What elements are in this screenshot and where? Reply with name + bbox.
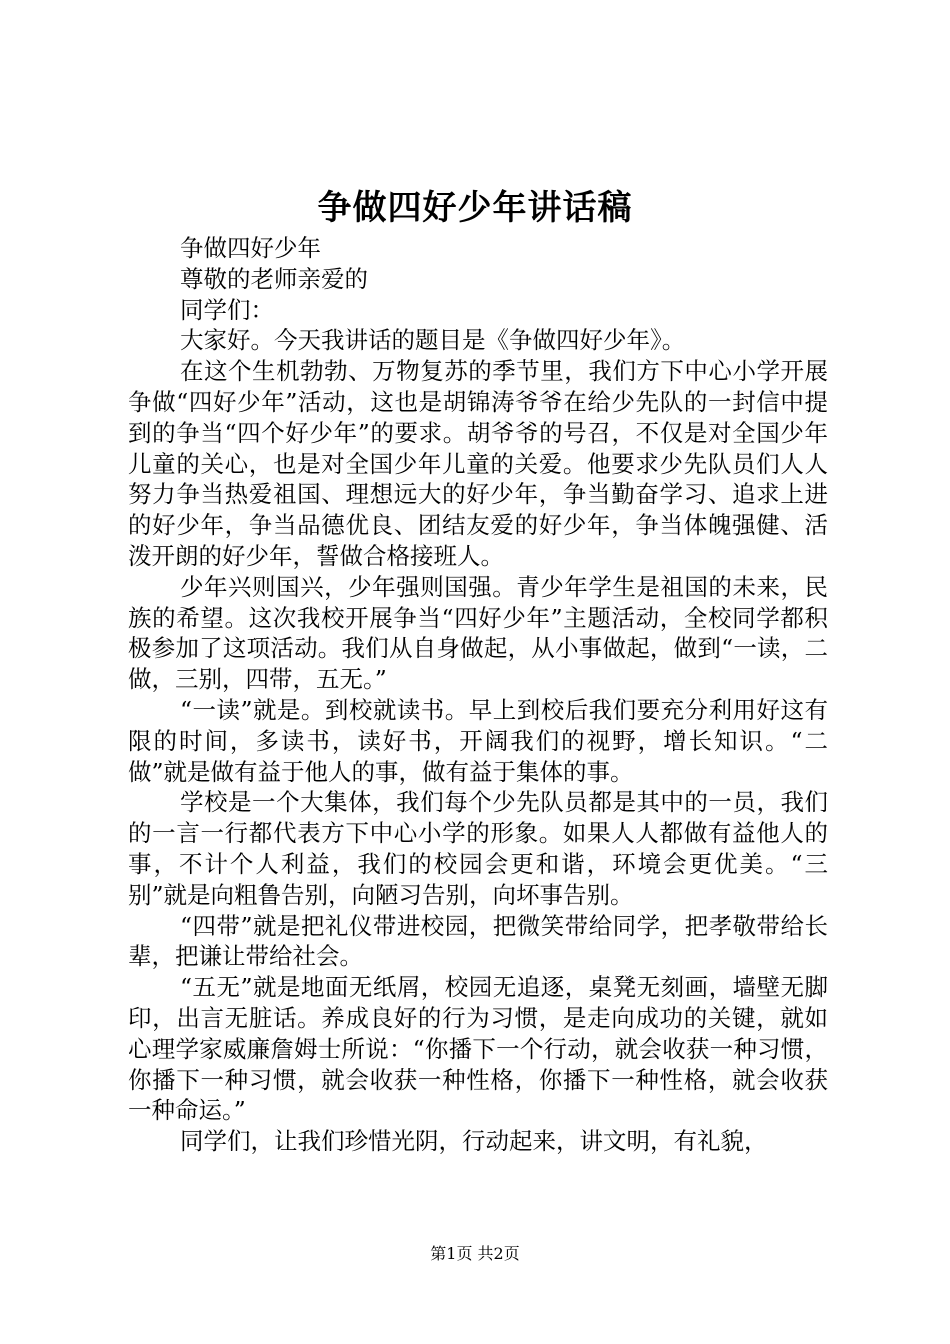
paragraph: “四带”就是把礼仪带进校园，把微笑带给同学，把孝敬带给长辈，把谦让带给社会。 (128, 911, 828, 971)
document-body (128, 233, 828, 1157)
paragraph-greeting: 大家好。今天我讲话的题目是《争做四好少年》。 (180, 326, 686, 355)
page-number-footer: 第1页 共2页 (430, 1244, 520, 1263)
paragraph-salutation: 尊敬的老师亲爱的 (180, 264, 368, 293)
paragraph: 学校是一个大集体，我们每个少先队员都是其中的一员，我们的一言一行都代表方下中心小学的形象。如果人人都做有益他人的事，不计个人利益，我们的校园会更和谐，环境会更优美。“三别”就是向粗鲁告别，向陋习告别，向坏事告别。 (128, 788, 828, 909)
paragraph: 少年兴则国兴，少年强则国强。青少年学生是祖国的未来，民族的希望。这次我校开展争当“四好少年”主题活动，全校同学都积极参加了这项活动。我们从自身做起，从小事做起，做到“一读，二做，三别，四带，五无。” (128, 572, 828, 694)
paragraph: 同学们，让我们珍惜光阴，行动起来，讲文明，有礼貌， (180, 1127, 768, 1156)
paragraph: “五无”就是地面无纸屑，校园无追逐，桌凳无刻画，墙壁无脚印，出言无脏话。养成良好的行为习惯，是走向成功的关键，就如心理学家威廉詹姆士所说：“你播下一个行动，就会收获一种习惯，你播下一种习惯，就会收获一种性格，你播下一种性格，就会收获一种命运。” (128, 973, 828, 1125)
paragraph: 在这个生机勃勃、万物复苏的季节里，我们方下中心小学开展争做“四好少年”活动，这也是胡锦涛爷爷在给少先队的一封信中提到的争当“四个好少年”的要求。胡爷爷的号召，不仅是对全国少年儿童的关心，也是对全国少年儿童的关爱。他要求少先队员们人人努力争当热爱祖国、理想远大的好少年，争当勤奋学习、追求上进的好少年，争当品德优良、团结友爱的好少年，争当体魄强健、活泼开朗的好少年，誓做合格接班人。 (128, 357, 828, 570)
paragraph-heading: 争做四好少年 (180, 234, 321, 262)
paragraph: “一读”就是。到校就读书。早上到校后我们要充分利用好这有限的时间，多读书，读好书，开阔我们的视野，增长知识。“二做”就是做有益于他人的事，做有益于集体的事。 (128, 695, 828, 786)
paragraph-salutation-2: 同学们： (180, 295, 274, 324)
document-title: 争做四好少年讲话稿 (317, 188, 633, 228)
